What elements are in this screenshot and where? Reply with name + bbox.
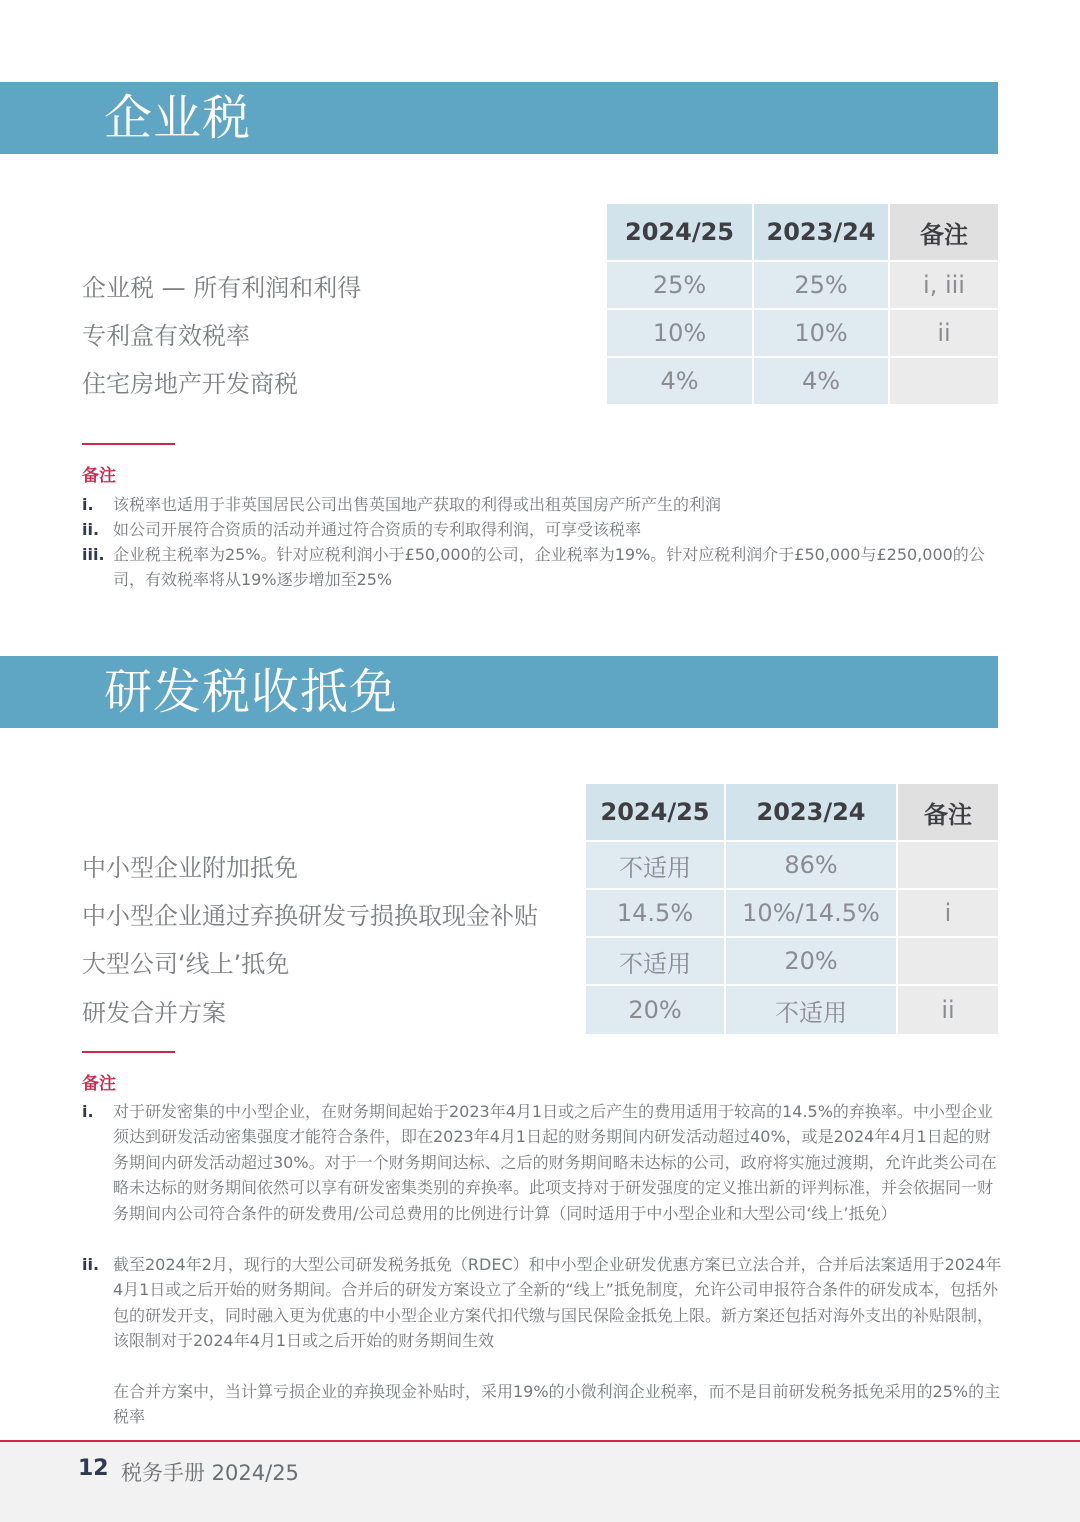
row-label: 中小型企业通过弃换研发亏损换取现金补贴 (82, 901, 538, 930)
notes-title: 备注 (82, 466, 116, 486)
table-cell (898, 938, 998, 984)
table-row (586, 938, 998, 984)
row-label: 中小型企业附加抵免 (82, 853, 298, 882)
section-title: 企业税 (104, 90, 252, 146)
column-header: 2023/24 (754, 204, 888, 260)
section-banner-rd-tax-credit (0, 656, 998, 728)
row-label: 研发合并方案 (82, 998, 226, 1027)
column-header: 备注 (890, 204, 998, 260)
table-cell: 86% (726, 842, 896, 888)
table-row (607, 358, 998, 404)
table-cell: 4% (607, 358, 752, 404)
row-label: 企业税 — 所有利润和利得 (82, 273, 362, 302)
table-row (586, 986, 998, 1034)
page-number: 12 (78, 1456, 109, 1481)
notes-title: 备注 (82, 1074, 116, 1094)
table-cell (898, 842, 998, 888)
note-item (82, 1099, 1002, 1226)
table-cell: ii (898, 986, 998, 1034)
note-item (82, 1252, 1002, 1354)
note-number: ii. (82, 520, 100, 539)
table-cell: 不适用 (586, 842, 724, 888)
table-cell: 10% (607, 310, 752, 356)
column-header: 2024/25 (607, 204, 752, 260)
note-text: 截至2024年2月，现行的大型公司研发税务抵免（RDEC）和中小型企业研发优惠方案已立法合并，合并后法案适用于2024年4月1日或之后开始的财务期间。合并后的研发方案设立了全新的“线上”抵免制度，允许公司申报符合条件的研发成本，包括外包的研发开支，同时融入更为优惠的中小型企业方案代扣代缴与国民保险金抵免上限。新方案还包括对海外支出的补贴限制，该限制对于2024年4月1日或之后开始的财务期间生效 (113, 1255, 1002, 1351)
notes-divider (82, 443, 175, 445)
table-cell: 25% (607, 262, 752, 308)
note-item (82, 1379, 1002, 1430)
table-cell: 不适用 (726, 986, 896, 1034)
note-item (82, 492, 1002, 517)
table-cell: 4% (754, 358, 888, 404)
table-cell: ii (890, 310, 998, 356)
note-item (82, 517, 1002, 542)
column-header: 备注 (898, 784, 998, 840)
table-row (586, 842, 998, 888)
note-number: iii. (82, 545, 105, 564)
corporate-tax-table (607, 204, 998, 404)
footer-title: 税务手册 2024/25 (121, 1461, 299, 1485)
note-item (82, 542, 1002, 593)
section-banner-corporate-tax (0, 82, 998, 154)
column-header: 2024/25 (586, 784, 724, 840)
rd-tax-credit-table (586, 784, 998, 1034)
table-row (607, 262, 998, 308)
note-number: i. (82, 495, 94, 514)
row-label: 住宅房地产开发商税 (82, 369, 298, 398)
note-number: ii. (82, 1255, 100, 1274)
notes-divider (82, 1051, 175, 1053)
row-label: 专利盒有效税率 (82, 321, 250, 350)
note-text: 如公司开展符合资质的活动并通过符合资质的专利取得利润，可享受该税率 (113, 520, 642, 539)
table-cell: i (898, 890, 998, 936)
table-row (586, 890, 998, 936)
section-title: 研发税收抵免 (104, 664, 399, 720)
table-cell (890, 358, 998, 404)
note-text: 在合并方案中，当计算亏损企业的弃换现金补贴时，采用19%的小微利润企业税率，而不是目前研发税务抵免采用的25%的主税率 (113, 1382, 1001, 1427)
table-row (607, 310, 998, 356)
table-cell: 10% (754, 310, 888, 356)
row-label: 大型公司‘线上’抵免 (82, 949, 290, 978)
table-cell: 20% (726, 938, 896, 984)
note-number: i. (82, 1102, 94, 1121)
table-cell: 14.5% (586, 890, 724, 936)
table-cell: i, iii (890, 262, 998, 308)
table-cell: 20% (586, 986, 724, 1034)
table-cell: 25% (754, 262, 888, 308)
column-header: 2023/24 (726, 784, 896, 840)
table-cell: 不适用 (586, 938, 724, 984)
note-text: 企业税主税率为25%。针对应税利润小于£50,000的公司，企业税率为19%。针对应税利润介于£50,000与£250,000的公司，有效税率将从19%逐步增加至25% (113, 545, 985, 590)
note-text: 对于研发密集的中小型企业，在财务期间起始于2023年4月1日或之后产生的费用适用于较高的14.5%的弃换率。中小型企业须达到研发活动密集强度才能符合条件，即在2023年4月1日起的财务期间内研发活动超过40%，或是2024年4月1日起的财务期间内研发活动超过30%。对于一个财务期间达标、之后的财务期间略未达标的公司，政府将实施过渡期，允许此类公司在略未达标的财务期间依然可以享有研发密集类别的弃换率。此项支持对于研发强度的定义推出新的评判标准，并会依据同一财务期间内公司符合条件的研发费用/公司总费用的比例进行计算（同时适用于中小型企业和大型公司‘线上’抵免） (113, 1102, 997, 1223)
note-text: 该税率也适用于非英国居民公司出售英国地产获取的利得或出租英国房产所产生的利润 (113, 495, 722, 514)
page-footer (0, 1442, 1080, 1522)
table-header-row (607, 204, 998, 260)
table-header-row (586, 784, 998, 840)
table-cell: 10%/14.5% (726, 890, 896, 936)
